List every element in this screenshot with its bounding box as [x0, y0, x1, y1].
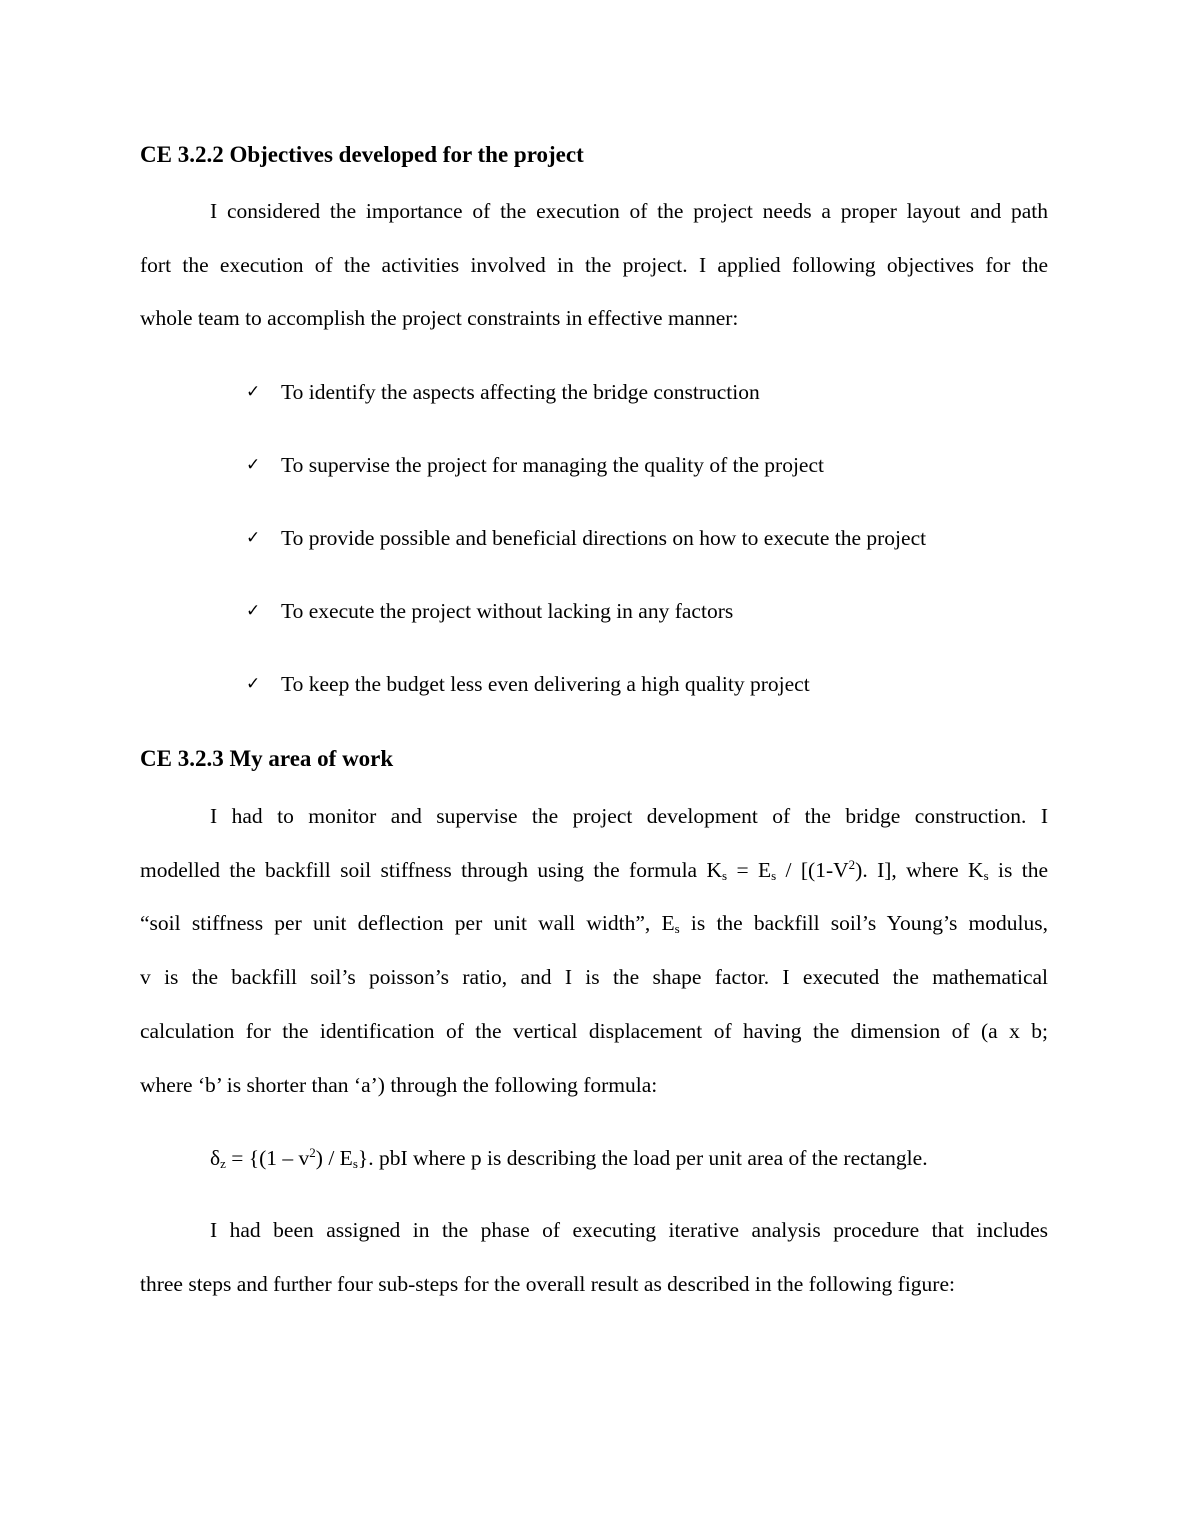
paragraph-line: where ‘b’ is shorter than ‘a’) through the following formula:	[140, 1072, 658, 1097]
paragraph-line: calculation for the identification of the vertical displacement of having the dimension of (a x b;	[140, 1018, 1048, 1043]
objective-text: To identify the aspects affecting the bridge construction	[281, 380, 760, 404]
check-icon: ✓	[246, 455, 261, 475]
displacement-formula: $\delta_z = \{(1 - v^2) / E_s\}$. pbI where p is describing the load per unit area of the rectangle.	[210, 1145, 928, 1171]
list-item	[246, 591, 926, 664]
objective-text: To provide possible and beneficial directions on how to execute the project	[281, 526, 927, 550]
area-of-work-paragraph	[140, 790, 1048, 1112]
paragraph-line: “soil stiffness per unit deflection per unit wall width”, $E_s$ is the backfill soil’s Young’s modulus,	[140, 911, 1048, 937]
objective-text: To supervise the project for managing the quality of the project	[281, 453, 824, 477]
check-icon: ✓	[246, 382, 261, 402]
analysis-procedure-paragraph	[140, 1204, 1048, 1311]
paragraph-line: whole team to accomplish the project constraints in effective manner:	[140, 306, 739, 331]
objectives-intro-paragraph	[140, 185, 1048, 346]
section-heading-objectives: CE 3.2.2 Objectives developed for the project	[140, 142, 584, 167]
section-heading-area-of-work: CE 3.2.3 My area of work	[140, 746, 394, 771]
paragraph-line: I considered the importance of the execution of the project needs a proper layout and path	[210, 199, 1048, 223]
objective-text: To keep the budget less even delivering a high quality project	[281, 672, 810, 696]
paragraph-line: I had to monitor and supervise the project development of the bridge construction. I	[210, 804, 1048, 828]
paragraph-line: v is the backfill soil’s poisson’s ratio, and I is the shape factor. I executed the mathematical	[140, 965, 1048, 990]
paragraph-line: fort the execution of the activities involved in the project. I applied following objectives for the	[140, 252, 1048, 277]
check-icon: ✓	[246, 528, 261, 548]
paragraph-line: modelled the backfill soil stiffness through using the formula $K_s = E_s / [(1-V^2)$. I], where $K_s$ is the	[140, 856, 1049, 883]
list-item	[246, 664, 926, 737]
paragraph-line: I had been assigned in the phase of executing iterative analysis procedure that includes	[210, 1218, 1048, 1242]
check-icon: ✓	[246, 601, 261, 621]
paragraph-line: three steps and further four sub-steps for the overall result as described in the following figure:	[140, 1271, 955, 1296]
list-item	[246, 445, 926, 518]
objectives-list	[246, 372, 926, 737]
objective-text: To execute the project without lacking in any factors	[281, 599, 734, 623]
check-icon: ✓	[246, 674, 261, 694]
list-item	[246, 518, 926, 591]
list-item	[246, 372, 926, 445]
